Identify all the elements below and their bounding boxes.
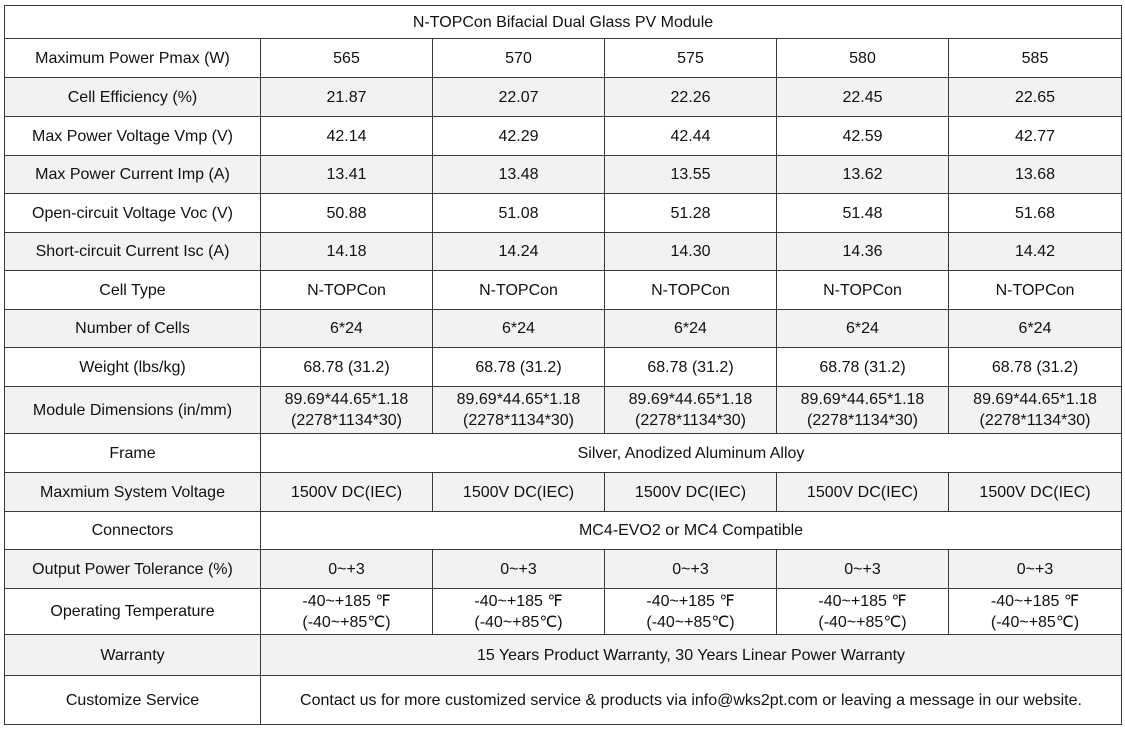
- dimension-inches: 89.69*44.65*1.18: [284, 391, 409, 408]
- row-label: Cell Efficiency (%): [5, 78, 261, 117]
- row-label: Max Power Voltage Vmp (V): [5, 117, 261, 156]
- table-row: [5, 39, 1122, 78]
- cell-value: 22.26: [605, 78, 777, 117]
- dimension-mm: (2278*1134*30): [291, 412, 402, 429]
- cell-value: 0~+3: [261, 550, 433, 589]
- cell-value: 42.14: [261, 117, 433, 156]
- table-row: [5, 348, 1122, 387]
- cell-value: 14.24: [433, 233, 605, 271]
- cell-value: N-TOPCon: [777, 271, 949, 310]
- cell-value: 0~+3: [777, 550, 949, 589]
- cell-value: 6*24: [433, 310, 605, 348]
- row-label: Max Power Current Imp (A): [5, 156, 261, 194]
- cell-value: 13.55: [605, 156, 777, 194]
- cell-value: 42.77: [949, 117, 1122, 156]
- dimension-mm: (2278*1134*30): [463, 412, 574, 429]
- table-row: [5, 156, 1122, 194]
- temp-fahrenheit: -40~+185 ℉: [302, 592, 391, 610]
- cell-value: 0~+3: [433, 550, 605, 589]
- dimension-inches: 89.69*44.65*1.18: [800, 391, 925, 408]
- row-label: Short-circuit Current Isc (A): [5, 233, 261, 271]
- table-row: [5, 434, 1122, 473]
- table-row: [5, 310, 1122, 348]
- cell-value: 68.78 (31.2): [261, 348, 433, 387]
- dimension-inches: 89.69*44.65*1.18: [456, 391, 581, 408]
- cell-value: [433, 589, 605, 635]
- cell-value: [777, 387, 949, 434]
- temp-fahrenheit: -40~+185 ℉: [818, 592, 907, 610]
- row-label: Customize Service: [5, 676, 261, 725]
- cell-value: [605, 387, 777, 434]
- row-label: Operating Temperature: [5, 589, 261, 635]
- table-row: [5, 387, 1122, 434]
- cell-value: 14.36: [777, 233, 949, 271]
- cell-value: 1500V DC(IEC): [605, 473, 777, 512]
- row-label: Connectors: [5, 512, 261, 550]
- cell-value-merged: Silver, Anodized Aluminum Alloy: [261, 434, 1122, 473]
- cell-value: [777, 589, 949, 635]
- dimension-mm: (2278*1134*30): [635, 412, 746, 429]
- cell-value-merged: MC4-EVO2 or MC4 Compatible: [261, 512, 1122, 550]
- row-label: Open-circuit Voltage Voc (V): [5, 194, 261, 233]
- cell-value: 68.78 (31.2): [949, 348, 1122, 387]
- cell-value: 1500V DC(IEC): [433, 473, 605, 512]
- cell-value: 14.18: [261, 233, 433, 271]
- table-row: [5, 194, 1122, 233]
- table-title: N-TOPCon Bifacial Dual Glass PV Module: [5, 6, 1122, 39]
- cell-value: 13.68: [949, 156, 1122, 194]
- cell-value: 42.29: [433, 117, 605, 156]
- table-row: [5, 271, 1122, 310]
- cell-value: 51.68: [949, 194, 1122, 233]
- cell-value: N-TOPCon: [433, 271, 605, 310]
- cell-value: 1500V DC(IEC): [949, 473, 1122, 512]
- temp-celsius: (-40~+85℃): [474, 613, 563, 631]
- cell-value: 0~+3: [605, 550, 777, 589]
- cell-value: 6*24: [261, 310, 433, 348]
- cell-value: [433, 387, 605, 434]
- cell-value: N-TOPCon: [949, 271, 1122, 310]
- temp-celsius: (-40~+85℃): [818, 613, 907, 631]
- row-label: Output Power Tolerance (%): [5, 550, 261, 589]
- cell-value: [949, 589, 1122, 635]
- row-label: Maxmium System Voltage: [5, 473, 261, 512]
- table-row: [5, 78, 1122, 117]
- table-row: [5, 550, 1122, 589]
- cell-value: 6*24: [949, 310, 1122, 348]
- temp-celsius: (-40~+85℃): [646, 613, 735, 631]
- cell-value: 13.62: [777, 156, 949, 194]
- cell-value: 22.65: [949, 78, 1122, 117]
- cell-value: 580: [777, 39, 949, 78]
- dimension-inches: 89.69*44.65*1.18: [628, 391, 753, 408]
- temp-celsius: (-40~+85℃): [990, 613, 1080, 631]
- temp-celsius: (-40~+85℃): [302, 613, 391, 631]
- cell-value-merged: Contact us for more customized service & products via info@wks2pt.com or leaving a message in our website.: [261, 676, 1122, 725]
- row-label: Cell Type: [5, 271, 261, 310]
- cell-value: [261, 387, 433, 434]
- cell-value: 6*24: [605, 310, 777, 348]
- cell-value: 585: [949, 39, 1122, 78]
- cell-value: 1500V DC(IEC): [777, 473, 949, 512]
- cell-value: 68.78 (31.2): [605, 348, 777, 387]
- cell-value: 42.59: [777, 117, 949, 156]
- table-row: [5, 233, 1122, 271]
- row-label: Weight (lbs/kg): [5, 348, 261, 387]
- cell-value: 22.07: [433, 78, 605, 117]
- cell-value: 575: [605, 39, 777, 78]
- cell-value: 22.45: [777, 78, 949, 117]
- cell-value: 68.78 (31.2): [433, 348, 605, 387]
- spec-table: [4, 5, 1122, 725]
- cell-value: 13.48: [433, 156, 605, 194]
- cell-value: 21.87: [261, 78, 433, 117]
- table-row: [5, 512, 1122, 550]
- cell-value: [949, 387, 1122, 434]
- cell-value: N-TOPCon: [261, 271, 433, 310]
- table-row: [5, 676, 1122, 725]
- cell-value: 14.30: [605, 233, 777, 271]
- row-label: Number of Cells: [5, 310, 261, 348]
- cell-value: 570: [433, 39, 605, 78]
- cell-value: 51.28: [605, 194, 777, 233]
- table-row: [5, 589, 1122, 635]
- row-label: Warranty: [5, 635, 261, 676]
- cell-value: 0~+3: [949, 550, 1122, 589]
- temp-fahrenheit: -40~+185 ℉: [990, 592, 1080, 610]
- dimension-inches: 89.69*44.65*1.18: [973, 391, 1097, 408]
- cell-value: 51.08: [433, 194, 605, 233]
- cell-value: N-TOPCon: [605, 271, 777, 310]
- dimension-mm: (2278*1134*30): [979, 412, 1091, 429]
- cell-value: 1500V DC(IEC): [261, 473, 433, 512]
- cell-value: [261, 589, 433, 635]
- cell-value: [605, 589, 777, 635]
- table-row: [5, 117, 1122, 156]
- table-row: [5, 635, 1122, 676]
- row-label: Maximum Power Pmax (W): [5, 39, 261, 78]
- cell-value: 51.48: [777, 194, 949, 233]
- dimension-mm: (2278*1134*30): [807, 412, 918, 429]
- cell-value: 13.41: [261, 156, 433, 194]
- cell-value: 6*24: [777, 310, 949, 348]
- temp-fahrenheit: -40~+185 ℉: [646, 592, 735, 610]
- table-row: [5, 473, 1122, 512]
- cell-value: 565: [261, 39, 433, 78]
- temp-fahrenheit: -40~+185 ℉: [474, 592, 563, 610]
- cell-value: 42.44: [605, 117, 777, 156]
- cell-value: 68.78 (31.2): [777, 348, 949, 387]
- cell-value-merged: 15 Years Product Warranty, 30 Years Linear Power Warranty: [261, 635, 1122, 676]
- row-label: Frame: [5, 434, 261, 473]
- cell-value: 14.42: [949, 233, 1122, 271]
- row-label: Module Dimensions (in/mm): [5, 387, 261, 434]
- title-row: [5, 6, 1122, 39]
- cell-value: 50.88: [261, 194, 433, 233]
